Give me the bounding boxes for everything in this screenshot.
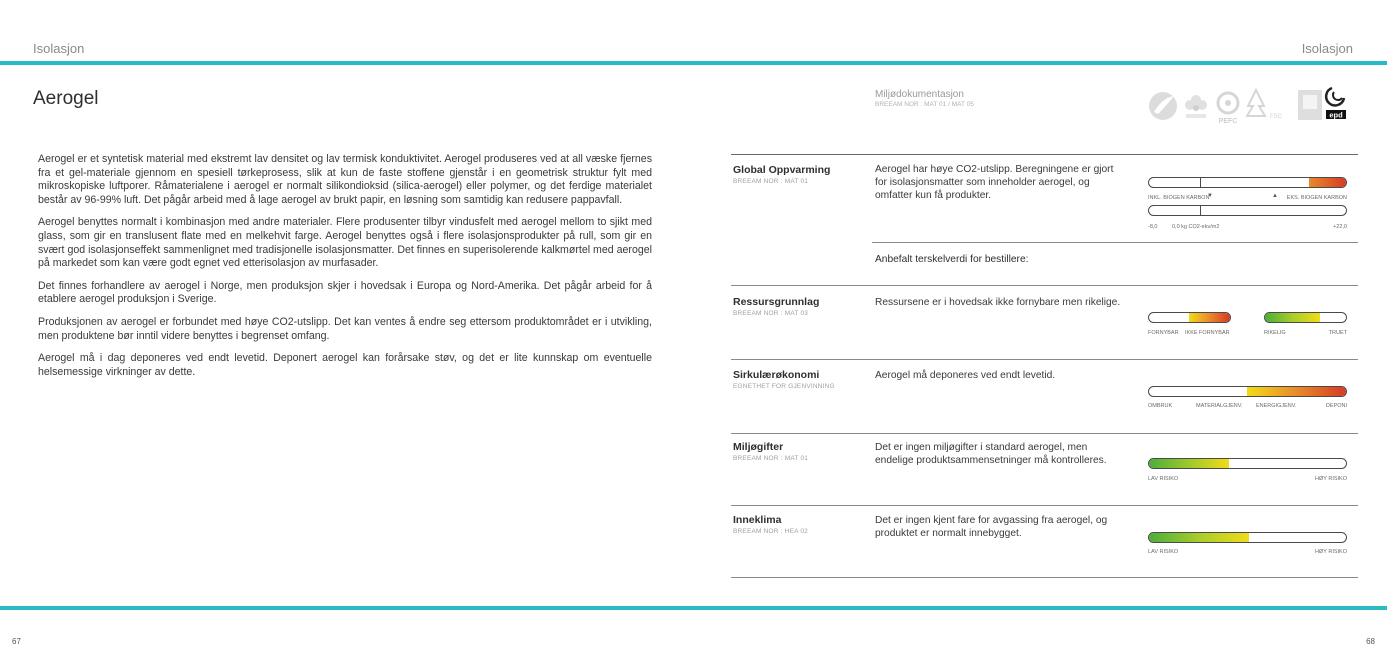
page-number-left: 67	[12, 637, 21, 646]
m1-icon	[1298, 90, 1322, 120]
header-right: Isolasjon	[1301, 41, 1353, 56]
fsc-icon	[1247, 90, 1283, 120]
page-title: Aerogel	[33, 88, 99, 109]
inneklima-bar	[1148, 532, 1347, 543]
header-left: Isolasjon	[33, 41, 85, 56]
ressurs-label-4: TRUET	[1328, 330, 1347, 336]
body-text	[38, 153, 652, 388]
triangle-down-icon: ▼	[1207, 193, 1213, 199]
ressurs-sub: BREEAM NOR : MAT 03	[733, 310, 809, 317]
inneklima-fill	[1149, 533, 1249, 542]
inneklima-desc: Det er ingen kjent fare for avgassing fra aerogel, og produktet er normalt innebygget.	[875, 515, 1108, 540]
miljogifter-sub: BREEAM NOR : MAT 01	[733, 455, 809, 462]
global-zero-marker-2	[1200, 205, 1201, 216]
threshold-label: Anbefalt terskelverdi for bestillere:	[875, 254, 1029, 265]
miljogifter-label: Miljøgifter	[733, 441, 784, 453]
global-label: Global Oppvarming	[733, 164, 831, 176]
divider-3	[731, 433, 1358, 434]
sirkular-label: Sirkulærøkonomi	[733, 369, 820, 381]
bottom-teal-divider	[0, 606, 1387, 610]
miljogifter-fill	[1149, 459, 1229, 468]
sirkular-desc: Aerogel må deponeres ved endt levetid.	[875, 370, 1056, 381]
triangle-up-icon: ▲	[1272, 193, 1278, 199]
blomsten-icon	[1185, 95, 1207, 118]
sirkular-sub: EGNETHET FOR GJENVINNING	[733, 383, 835, 390]
global-mid-label: 0,0 kg CO2-ekv/m2	[1172, 224, 1220, 230]
ressurs-bar-rikelig	[1264, 312, 1347, 323]
ressurs-label-3: RIKELIG	[1264, 330, 1286, 336]
sirkular-label-3: ENERGIGJENV.	[1256, 403, 1297, 409]
global-bar-eks	[1148, 205, 1347, 216]
paragraph-4: Produksjonen av aerogel er forbundet med høye CO2-utslipp. Det kan ventes å endre seg ettersom produktområdet er i utvikling, men produktene bør inntil videre benyttes i begrenset omfang.	[38, 315, 652, 342]
global-right-label: EKS. BIOGEN KARBON	[1286, 195, 1347, 201]
threshold-divider	[872, 242, 1358, 243]
divider-4	[731, 505, 1358, 506]
top-teal-divider	[0, 61, 1387, 65]
divider-bottom	[731, 577, 1358, 578]
miljogifter-right-label: HØY RISIKO	[1315, 476, 1347, 482]
global-max-label: +22,0	[1333, 224, 1347, 230]
inneklima-sub: BREEAM NOR : HEA 02	[733, 528, 808, 535]
divider-1	[731, 285, 1358, 286]
divider-top	[731, 154, 1358, 155]
sirkular-fill	[1247, 387, 1346, 396]
fsc-logo-text: FSC	[1270, 114, 1282, 120]
inneklima-left-label: LAV RISIKO	[1148, 549, 1179, 555]
ressurs-fill-rikelig	[1265, 313, 1320, 322]
paragraph-2: Aerogel benyttes normalt i kombinasjon med andre materialer. Flere produsenter tilbyr vindusfelt med aerogel mellom to sjikt med glass, som gir en translusent flate med en melkehvit farge. Aerogel benyttes også i flere isolasjonsprodukter på rull, som gir en svært god isolasjonseffekt sammenlignet med tradisjonelle isolasjonsmatter. Det finnes en superisolerende kalkmørtel med aerogel på markedet som kan være godt egnet ved etterisolasjon av murfasader.	[38, 216, 652, 270]
sirkular-bar	[1148, 386, 1347, 397]
paragraph-1: Aerogel er et syntetisk material med ekstremt lav densitet og lav termisk konduktivitet. Aerogel produseres ved at all væske fjernes fra et gel-materiale gjennom en spesiell tørkeprosess, slik at kun de faste stoffene gjenstår i en geometrisk struktur fylt med mikroskopiske luftporer. Råmaterialene i aerogel er normalt silikondioksid (silica-aerogel) eller polymer, og det ferdige materialet består av 96-99% luft. Det pågår arbeid med å lage aerogel av brukt papir, en løsning som samtidig kan redusere pappavfall.	[38, 153, 652, 206]
miljogifter-desc: Det er ingen miljøgifter i standard aerogel, men endelige produktsammensetninger må kontrolleres.	[875, 442, 1107, 467]
ressurs-label-1: FORNYBAR	[1148, 330, 1179, 336]
miljo-title: Miljødokumentasjon	[875, 89, 964, 100]
inneklima-right-label: HØY RISIKO	[1315, 549, 1347, 555]
epd-icon	[1326, 88, 1346, 120]
pefc-icon	[1218, 93, 1238, 125]
miljo-subtitle: BREEAM NOR : MAT 01 / MAT 05	[875, 101, 974, 108]
global-fill-incl	[1309, 178, 1346, 187]
global-desc: Aerogel har høye CO2-utslipp. Beregningene er gjort for isolasjonsmatter som inneholder aerogel, og omfatter kun få produkter.	[875, 164, 1114, 202]
ressurs-desc: Ressursene er i hovedsak ikke fornybare men rikelige.	[875, 297, 1121, 308]
paragraph-3: Det finnes forhandlere av aerogel i Norge, men produksjon skjer i hovedsak i Europa og Nord-Amerika. Det pågår arbeid for å etablere aerogel produksjon i Sverige.	[38, 279, 652, 306]
miljogifter-left-label: LAV RISIKO	[1148, 476, 1179, 482]
global-bar-incl	[1148, 177, 1347, 188]
global-min-label: -8,0	[1148, 224, 1158, 230]
paragraph-5: Aerogel må i dag deponeres ved endt levetid. Deponert aerogel kan forårsake støv, og det er lite kunnskap om eventuelle helsemessige virkninger av dette.	[38, 352, 652, 378]
global-zero-marker-1	[1200, 177, 1201, 188]
sirkular-label-1: OMBRUK	[1148, 403, 1173, 409]
epd-logo-text: epd	[1329, 110, 1343, 120]
global-sub: BREEAM NOR : MAT 01	[733, 178, 809, 185]
ressurs-label-2: IKKE FORNYBAR	[1185, 330, 1230, 336]
inneklima-label: Inneklima	[733, 514, 782, 526]
miljogifter-bar	[1148, 458, 1347, 469]
sirkular-label-2: MATERIALGJENV.	[1196, 403, 1243, 409]
ressurs-label: Ressursgrunnlag	[733, 296, 820, 308]
page-number-right: 68	[1366, 637, 1375, 646]
ressurs-bar-fornybar	[1148, 312, 1231, 323]
ressurs-fill-fornybar	[1189, 313, 1230, 322]
svanemerket-icon	[1149, 92, 1177, 120]
pefc-logo-text: PEFC	[1218, 118, 1238, 125]
divider-2	[731, 359, 1358, 360]
global-left-label: INKL. BIOGEN KARBON	[1148, 195, 1210, 201]
sirkular-label-4: DEPONI	[1325, 403, 1347, 409]
certification-logos	[1148, 84, 1348, 124]
